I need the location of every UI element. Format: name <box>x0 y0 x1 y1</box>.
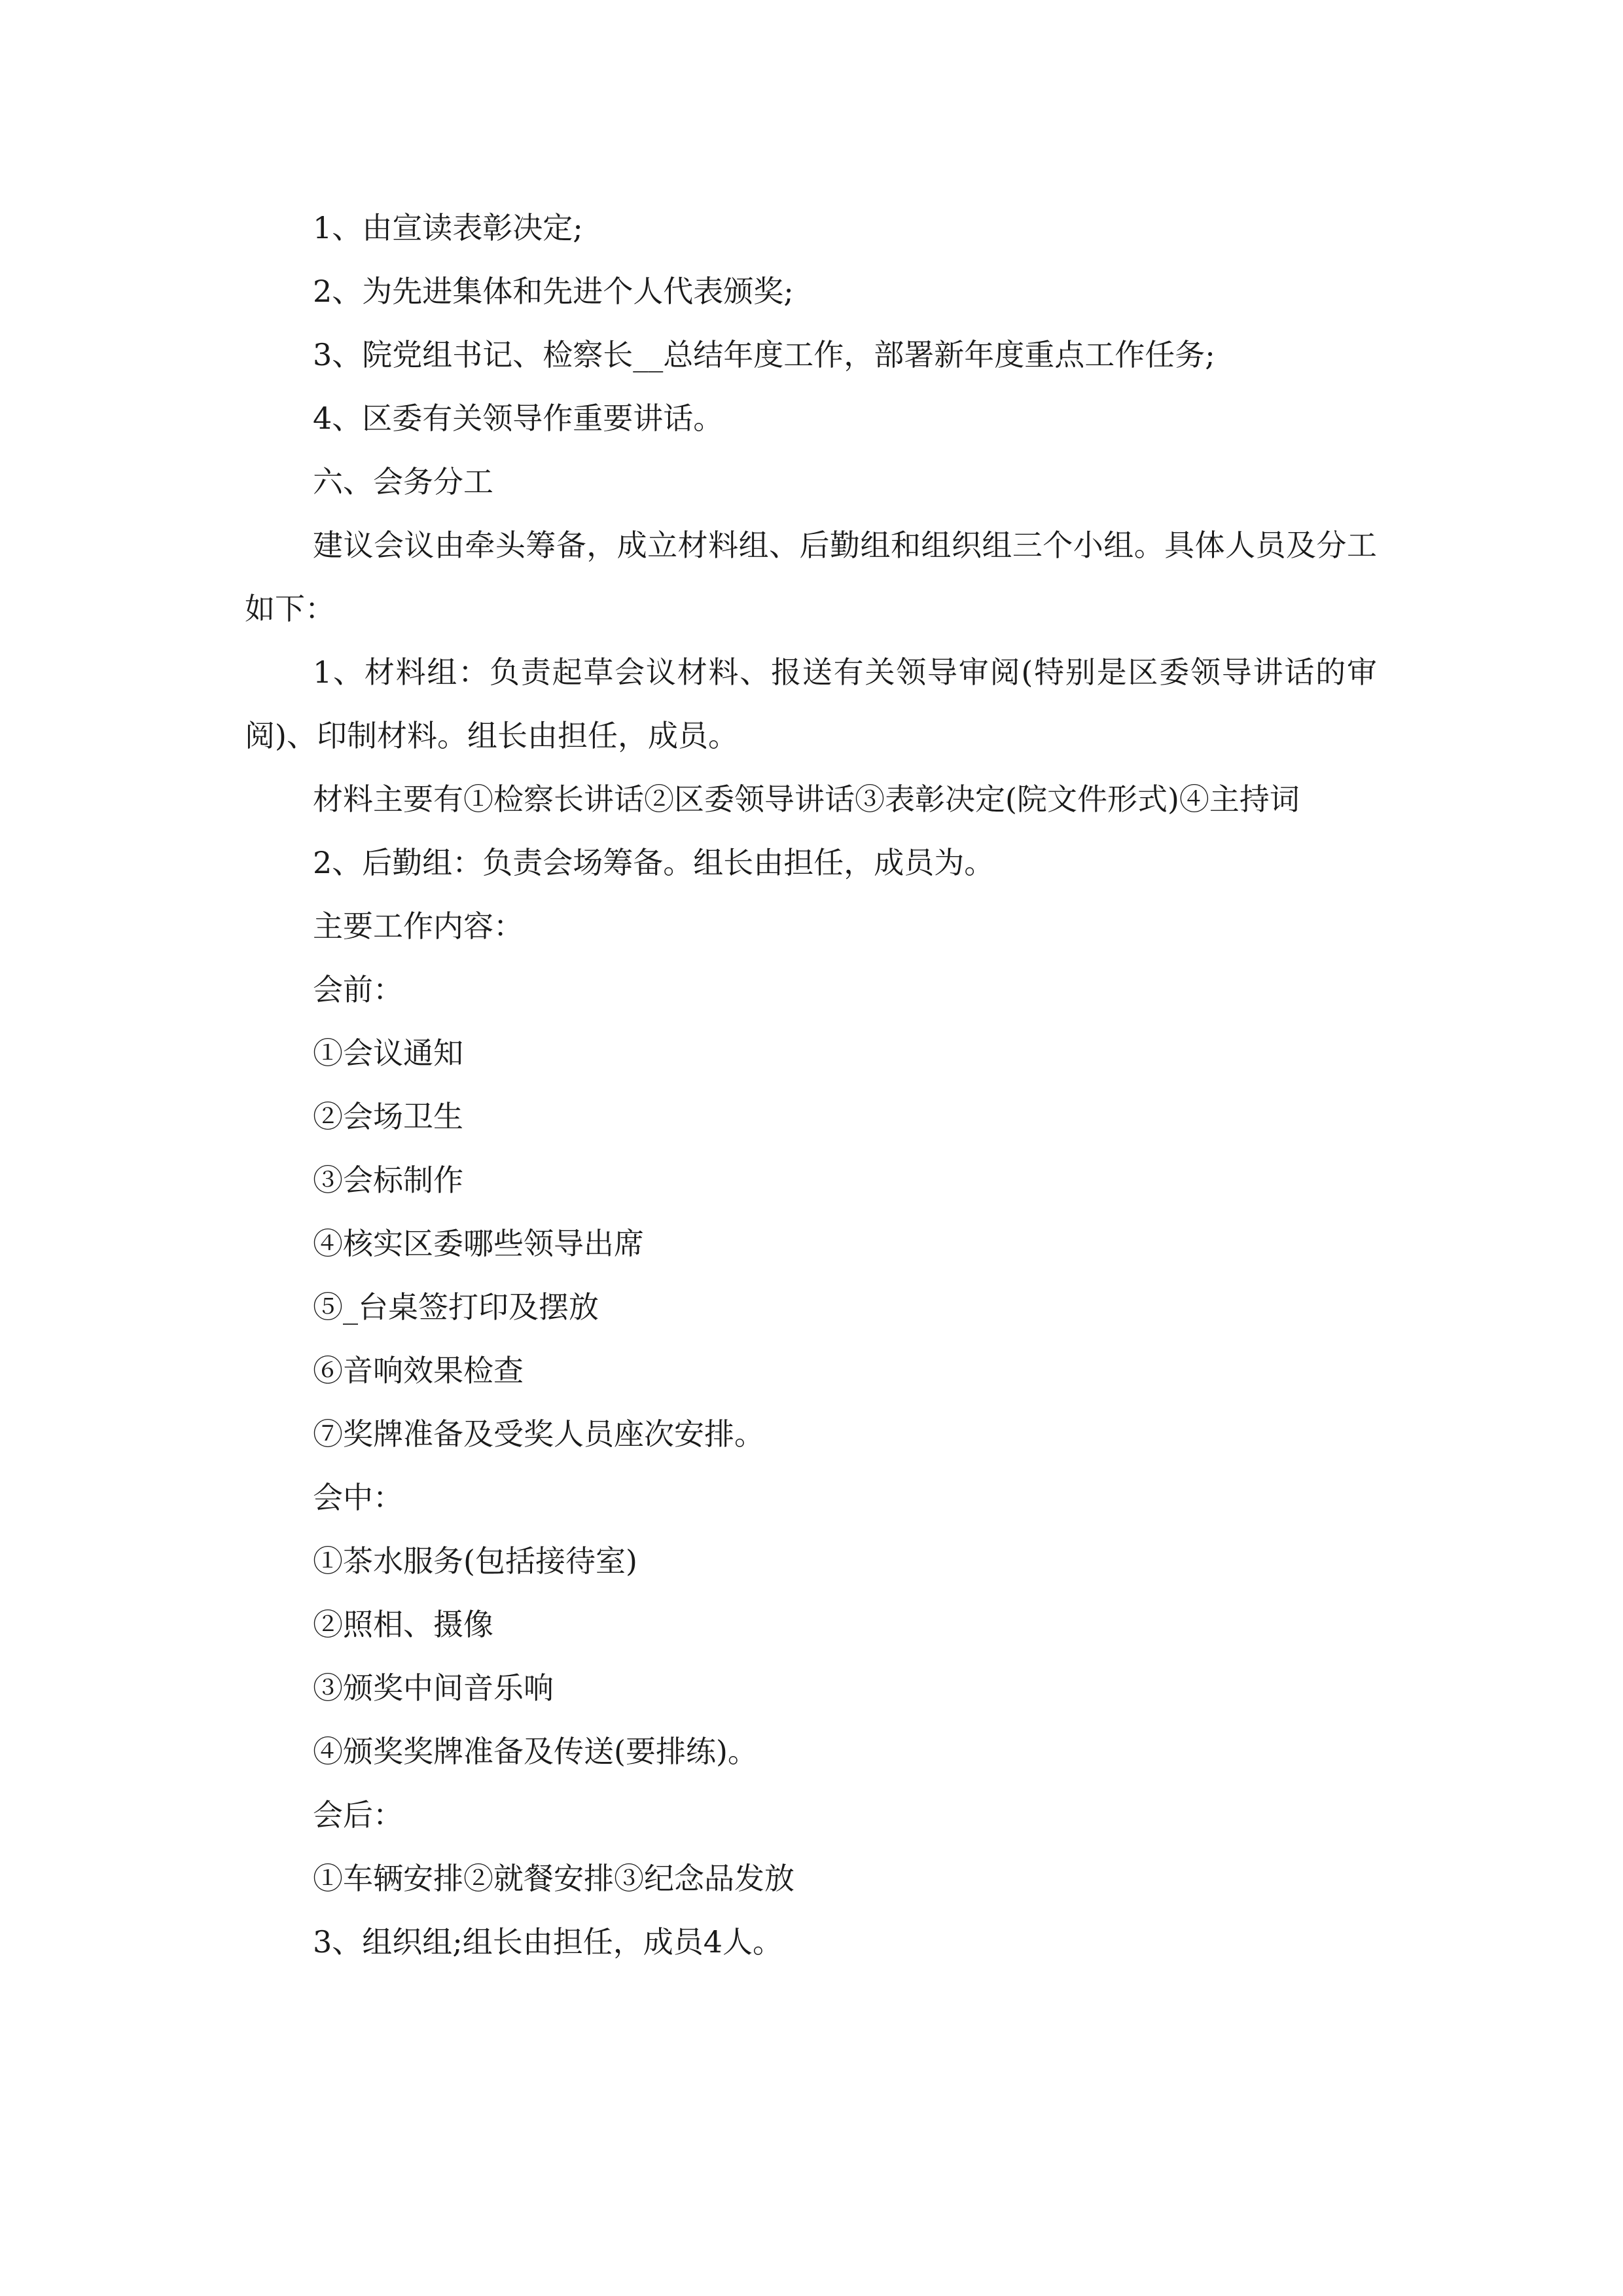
before-meeting-heading: 会前： <box>313 972 403 1007</box>
list-item: ①茶水服务(包括接待室) <box>313 1543 637 1579</box>
list-item: ⑦奖牌准备及受奖人员座次安排。 <box>313 1416 764 1452</box>
list-item: ④核实区委哪些领导出席 <box>313 1226 644 1261</box>
document-body <box>245 196 1377 1974</box>
during-meeting-heading: 会中： <box>313 1480 403 1515</box>
organization-group-line: 3、组织组;组长由担任，成员4人。 <box>313 1924 783 1960</box>
paragraph-division: 建议会议由牵头筹备，成立材料组、后勤组和组织组三个小组。具体人员及分工如下： <box>245 528 1377 626</box>
agenda-item-4: 4、区委有关领导作重要讲话。 <box>313 401 724 436</box>
list-item: ③会标制作 <box>313 1162 463 1198</box>
main-work-heading: 主要工作内容： <box>313 908 524 944</box>
section-heading-division: 六、会务分工 <box>313 464 493 499</box>
logistics-group-line: 2、后勤组：负责会场筹备。组长由担任，成员为。 <box>313 845 995 880</box>
list-item: ①车辆安排②就餐安排③纪念品发放 <box>313 1861 794 1896</box>
list-item: ①会议通知 <box>313 1035 463 1071</box>
agenda-item-2: 2、为先进集体和先进个人代表颁奖; <box>313 274 794 309</box>
list-item: ⑥音响效果检查 <box>313 1353 524 1388</box>
list-item: ②照相、摄像 <box>313 1607 493 1642</box>
after-meeting-heading: 会后： <box>313 1797 403 1833</box>
agenda-item-3: 3、院党组书记、检察长__总结年度工作，部署新年度重点工作任务; <box>313 337 1215 372</box>
list-item: ④颁奖奖牌准备及传送(要排练)。 <box>313 1734 758 1769</box>
paragraph-materials-list: 材料主要有①检察长讲话②区委领导讲话③表彰决定(院文件形式)④主持词 <box>313 781 1300 817</box>
list-item: ⑤_台桌签打印及摆放 <box>313 1289 599 1325</box>
list-item: ③颁奖中间音乐响 <box>313 1670 554 1706</box>
list-item: ②会场卫生 <box>313 1099 463 1134</box>
paragraph-materials-group: 1、材料组：负责起草会议材料、报送有关领导审阅(特别是区委领导讲话的审阅)、印制材料。组长由担任，成员。 <box>245 655 1377 753</box>
agenda-item-1: 1、由宣读表彰决定; <box>313 210 583 245</box>
